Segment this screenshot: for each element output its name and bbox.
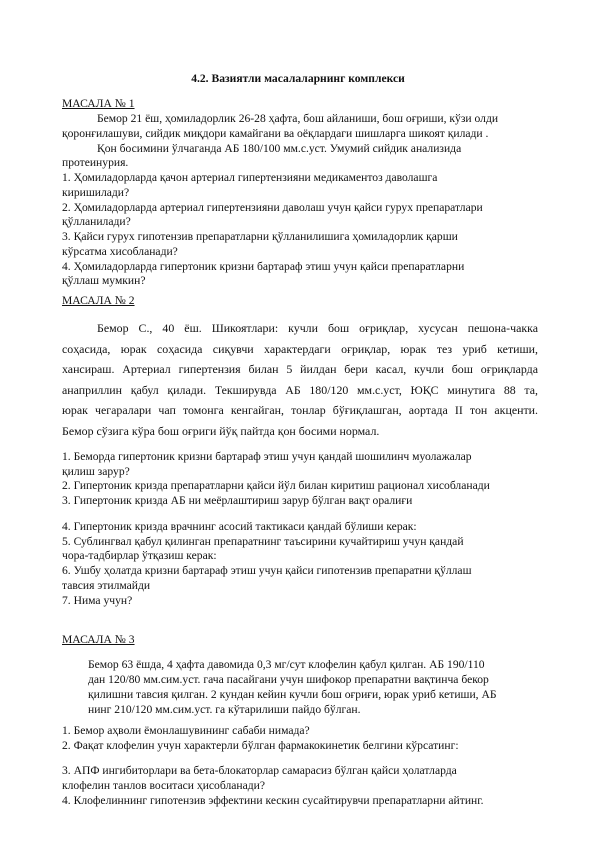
task2-question-line: 1. Беморда гипертоник кризни бартараф этиш учун қандай шошилинч муолажалар — [62, 450, 472, 463]
task2-question-line: 6. Ушбу ҳолатда кризни бартараф этиш учун қайси гипотензив препаратни қўллаш — [62, 564, 472, 577]
task1-text-line: Бемор 21 ёш, ҳомиладорлик 26-28 ҳафта, бош айланиши, бош оғриши, кўзи олди — [97, 112, 499, 125]
task1-question-line: 1. Ҳомиладорларда қачон артериал гипертензияни медикаментоз даволашга — [62, 171, 438, 184]
task2-heading: МАСАЛА № 2 — [62, 294, 135, 307]
task1-question-line: қўлланилади? — [62, 215, 131, 228]
task3-question-line: 3. АПФ ингибиторлари ва бета-блокаторлар самарасиз бўлган қайси ҳолатларда — [62, 764, 457, 777]
task2-question-line: 3. Гипертоник кризда АБ ни меёрлаштириш зарур бўлган вақт оралиғи — [62, 494, 413, 507]
task2-question-line: чора-тадбирлар ўтқазиш керак: — [62, 549, 217, 562]
task2-question-line: 7. Нима учун? — [62, 594, 133, 607]
task1-question-line: қўллаш мумкин? — [62, 274, 146, 287]
task3-question-line: 4. Клофелиннинг гипотензив эффектини кескин сусайтирувчи препаратларни айтинг. — [62, 794, 484, 807]
task3-question-line: 2. Фақат клофелин учун характерли бўлган фармакокинетик белгини кўрсатинг: — [62, 739, 459, 752]
task2-question-line: қилиш зарур? — [62, 465, 130, 478]
task1-question-line: кўрсатма хисобланади? — [62, 245, 178, 258]
task3-text-line: қилишни тавсия қилган. 2 кундан кейин кучли бош оғриғи, юрак уриб кетиши, АБ — [88, 688, 497, 701]
task1-question-line: 3. Қайси гурух гипотензив препаратларни қўлланилишига ҳомиладорлик қарши — [62, 230, 458, 243]
task2-text-line: хансираш. Артериал гипертензия билан 5 йилдан бери касал, кучли бош оғриқларда — [62, 362, 538, 376]
task1-text-line: Қон босимини ўлчаганда АБ 180/100 мм.с.уст. Умумий сийдик анализида — [97, 142, 462, 155]
task1-text-line: протеинурия. — [62, 156, 129, 169]
task2-question-line: тавсия этилмайди — [62, 579, 151, 592]
task2-text-line: соҳасида, юрак соҳасида сиқувчи характердаги оғриқлар, юрак тез уриб кетиши, — [62, 342, 538, 356]
page-title: 4.2. Вазиятли масалаларнинг комплекси — [191, 72, 405, 85]
task3-text-line: дан 120/80 мм.сим.уст. гача пасайгани учун шифокор препаратни вақтинча бекор — [88, 673, 489, 686]
task2-question-line: 5. Сублингвал қабул қилинган препаратнинг таъсирини кучайтириш учун қандай — [62, 535, 464, 548]
task1-question-line: 4. Ҳомиладорларда гипертоник кризни бартараф этиш учун қайси препаратларни — [62, 260, 465, 273]
task3-heading: МАСАЛА № 3 — [62, 633, 135, 646]
task1-question-line: киришилади? — [62, 186, 130, 199]
task3-question-line: клофелин танлов воситаси ҳисобланади? — [62, 779, 265, 792]
task3-text-line: Бемор 63 ёшда, 4 ҳафта давомида 0,3 мг/сут клофелин қабул қилган. АБ 190/110 — [88, 658, 485, 671]
task2-text-line: Бемор С., 40 ёш. Шикоятлари: кучли бош оғриқлар, хусусан пешона-чакка — [97, 321, 538, 335]
task1-heading: МАСАЛА № 1 — [62, 97, 135, 110]
task2-question-line: 4. Гипертоник кризда врачнинг асосий тактикаси қандай бўлиши керак: — [62, 520, 417, 533]
task1-text-line: қоронғилашуви, сийдик миқдори камайгани ва оёқлардаги шишларга шикоят қилади . — [62, 127, 489, 140]
task1-question-line: 2. Ҳомиладорларда артериал гипертензияни даволаш учун қайси гурух препаратлари — [62, 201, 483, 214]
task2-text-line: юрак чегаралари чап томонга кенгайган, тонлар бўғиқлашган, аортада II тон акценти. — [62, 403, 538, 417]
task3-question-line: 1. Бемор аҳволи ёмонлашувининг сабаби нимада? — [62, 724, 310, 737]
task2-text-line: анаприллин қабул қилади. Текширувда АБ 180/120 мм.с.уст, ЮҚС минутига 88 та, — [62, 383, 538, 397]
task2-text-line: Бемор сўзига кўра бош оғриги йўқ пайтда қон босими нормал. — [62, 424, 380, 438]
task2-question-line: 2. Гипертоник кризда препаратларни қайси йўл билан киритиш рационал хисобланади — [62, 479, 490, 492]
task3-text-line: нинг 210/120 мм.сим.уст. га кўтарилиши пайдо бўлган. — [88, 703, 361, 716]
